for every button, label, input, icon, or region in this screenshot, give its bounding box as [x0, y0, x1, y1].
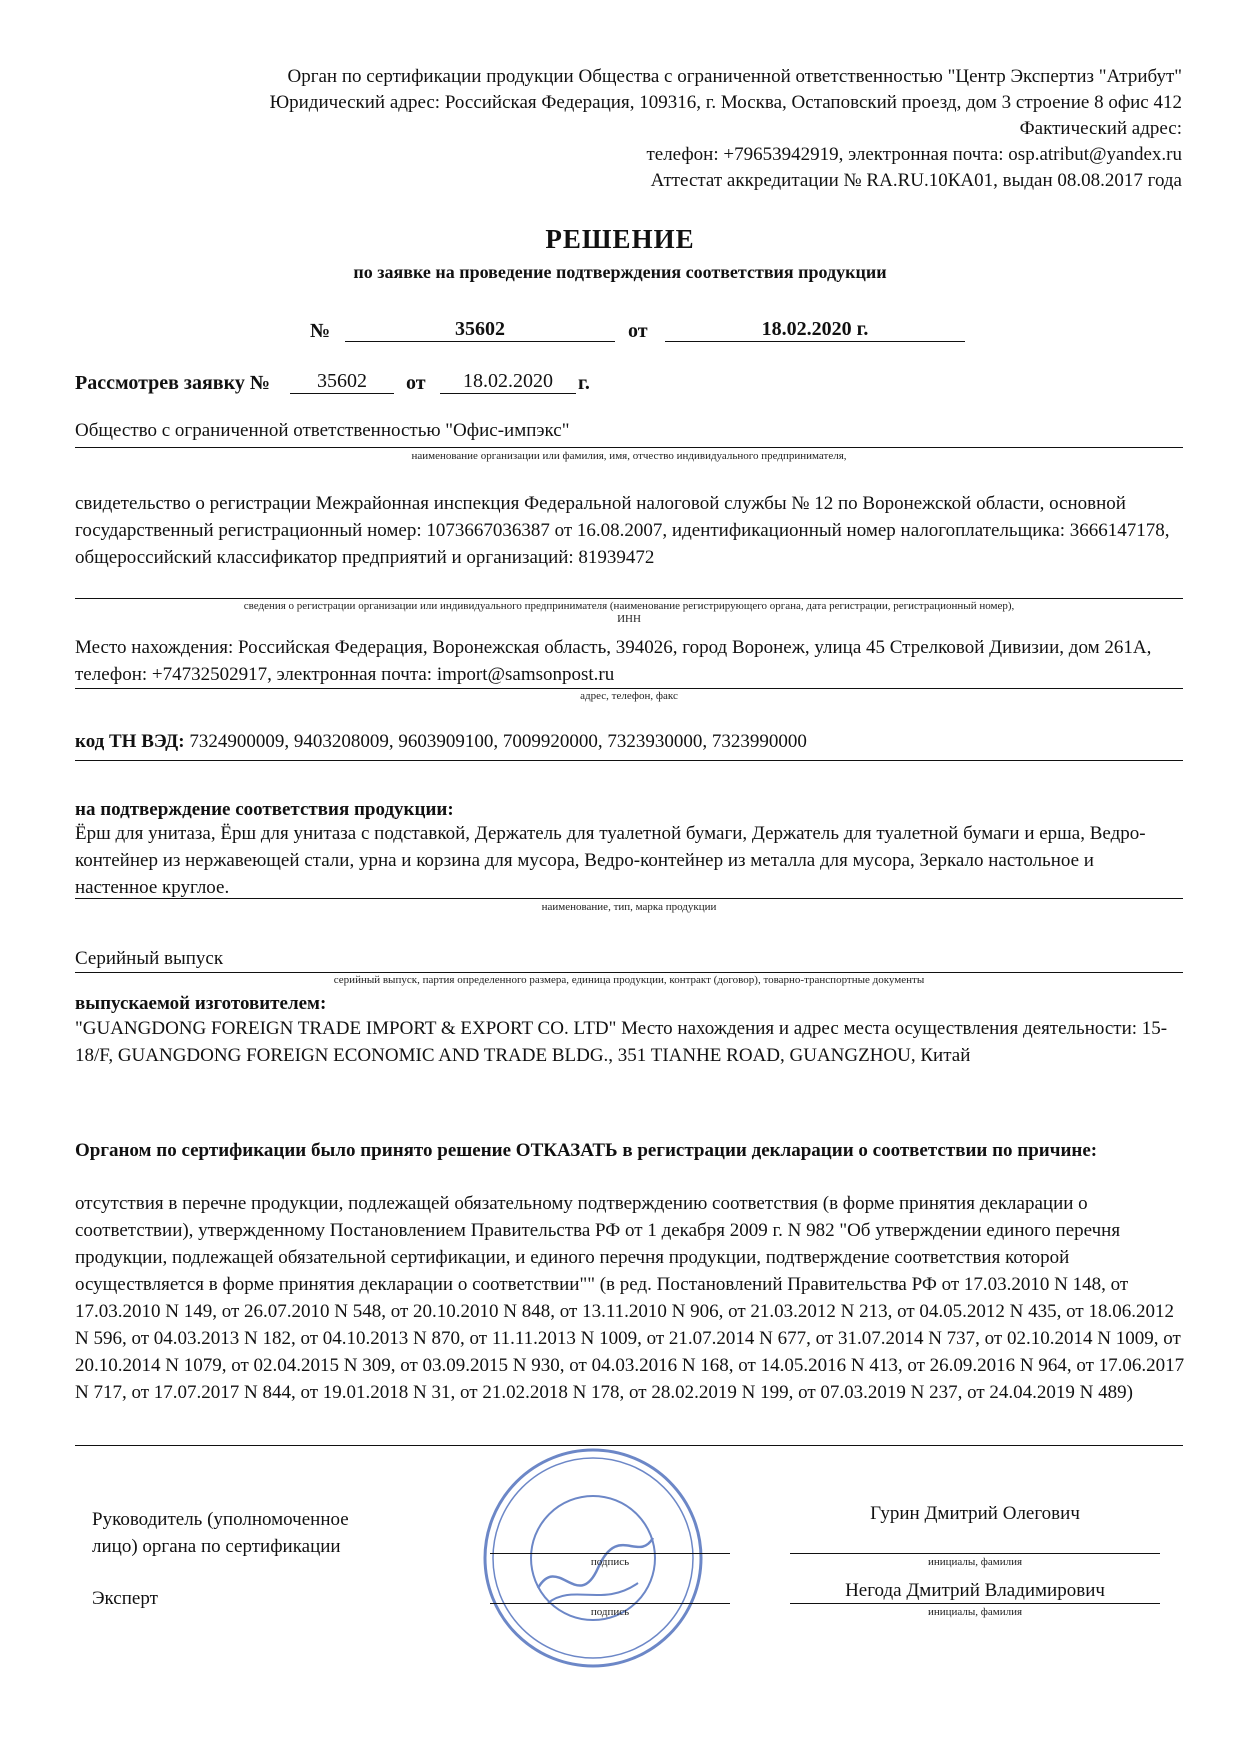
expert-initials-caption: инициалы, фамилия: [927, 1606, 1023, 1618]
head-name: Гурин Дмитрий Олегович: [870, 1503, 1080, 1524]
number-label: №: [310, 320, 331, 342]
date-underline: [665, 341, 965, 342]
location-underline: [75, 688, 1183, 689]
tnved-underline: [75, 760, 1183, 761]
expert-name-line: [790, 1603, 1160, 1604]
tnved-codes: 7324900009, 9403208009, 9603909100, 7009920000, 7323930000, 7323990000: [189, 731, 807, 752]
application-date-underline: [440, 393, 576, 394]
decision-number: 35602: [455, 318, 505, 340]
manufacturer-heading: выпускаемой изготовителем:: [75, 993, 327, 1014]
application-date-suffix: г.: [578, 372, 590, 394]
from-label: от: [628, 320, 648, 342]
tnved-label: код ТН ВЭД:: [75, 731, 185, 752]
tnved-line: [75, 728, 807, 755]
expert-signature-caption: подпись: [590, 1606, 630, 1618]
applicant-underline: [75, 447, 1183, 448]
registration-underline: [75, 598, 1183, 599]
registration-caption: сведения о регистрации организации или индивидуального предпринимателя (наименование регистрирующего органа, дата регистрации, регистрационный номер),: [243, 600, 1015, 612]
expert-label: Эксперт: [92, 1588, 158, 1609]
registration-caption-inn: ИНН: [617, 613, 641, 625]
product-text: Ёрш для унитаза, Ёрш для унитаза с подставкой, Держатель для туалетной бумаги, Держатель для туалетной бумаги и ерша, Ведро-контейнер из нержавеющей стали, урна и корзина для мусора, Ведро-контейнер из металла для мусора, Зеркало настольное и настенное круглое.: [75, 823, 1146, 898]
expert-signature-line: [490, 1603, 730, 1604]
release-underline: [75, 972, 1183, 973]
head-initials-caption: инициалы, фамилия: [927, 1556, 1023, 1568]
product-underline: [75, 898, 1183, 899]
header-legal-address: Юридический адрес: Российская Федерация, 109316, г. Москва, Остаповский проезд, дом 3 строение 8 офис 412: [269, 92, 1182, 113]
header-actual-address-label: Фактический адрес:: [1019, 118, 1182, 139]
release-text: Серийный выпуск: [75, 948, 224, 969]
expert-name: Негода Дмитрий Владимирович: [845, 1580, 1105, 1601]
application-label: Рассмотрев заявку №: [75, 372, 270, 394]
number-underline: [345, 341, 615, 342]
decision-heading: Органом по сертификации было принято решение ОТКАЗАТЬ в регистрации декларации о соответствии по причине:: [75, 1140, 1098, 1161]
head-label-line2: лицо) органа по сертификации: [92, 1536, 341, 1557]
head-name-line: [790, 1553, 1160, 1554]
application-number-underline: [290, 393, 394, 394]
applicant-name: Общество с ограниченной ответственностью "Офис-импэкс": [75, 420, 570, 441]
decision-date: 18.02.2020 г.: [761, 318, 869, 340]
head-signature-line: [490, 1553, 730, 1554]
registration-text: свидетельство о регистрации Межрайонная инспекция Федеральной налоговой службы № 12 по Воронежской области, основной государственный регистрационный номер: 1073667036387 от 16.08.2007, идентификационный номер налогоплательщика: 3666147178, общероссийский классификатор предприятий и организаций: 81939472: [75, 493, 1170, 568]
application-from-label: от: [406, 372, 426, 394]
decision-reason-text: отсутствия в перечне продукции, подлежащей обязательному подтверждению соответствия (в форме принятия декларации о соответствии), утвержденному Постановлением Правительства РФ от 1 декабря 2009 г. N 982 "Об утверждении единого перечня продукции, подлежащей обязательной сертификации, и единого перечня продукции, подтверждение соответствия которой осуществляется в форме принятия декларации о соответствии"" (в ред. Постановлений Правительства РФ от 17.03.2010 N 148, от 17.03.2010 N 149, от 26.07.2010 N 548, от 20.10.2010 N 848, от 13.11.2010 N 906, от 21.03.2012 N 213, от 04.05.2012 N 435, от 18.06.2012 N 596, от 04.03.2013 N 182, от 04.10.2013 N 870, от 11.11.2013 N 1009, от 21.07.2014 N 677, от 31.07.2014 N 737, от 02.10.2014 N 1009, от 20.10.2014 N 1079, от 02.04.2015 N 309, от 03.09.2015 N 930, от 04.03.2016 N 168, от 14.05.2016 N 413, от 26.09.2016 N 964, от 17.06.2017 N 717, от 17.07.2017 N 844, от 19.01.2018 N 31, от 21.02.2018 N 178, от 28.02.2019 N 199, от 07.03.2019 N 237, от 24.04.2019 N 489): [75, 1193, 1185, 1403]
document-title: РЕШЕНИЕ: [545, 224, 695, 254]
header-contacts: телефон: +79653942919, электронная почта: osp.atribut@yandex.ru: [646, 144, 1182, 165]
applicant-caption: наименование организации или фамилия, имя, отчество индивидуального предпринимателя,: [411, 450, 847, 462]
release-caption: серийный выпуск, партия определенного размера, единица продукции, контракт (договор), товарно-транспортные документы: [333, 974, 925, 986]
product-heading: на подтверждение соответствия продукции:: [75, 799, 454, 820]
application-number: 35602: [317, 370, 367, 392]
application-date: 18.02.2020: [463, 370, 553, 392]
head-label-line1: Руководитель (уполномоченное: [92, 1509, 349, 1530]
manufacturer-text: "GUANGDONG FOREIGN TRADE IMPORT & EXPORT CO. LTD" Место нахождения и адрес места осуществления деятельности: 15-18/F, GUANGDONG FOREIGN ECONOMIC AND TRADE BLDG., 351 TIANHE ROAD, GUANGZHOU, Китай: [75, 1018, 1168, 1066]
header-accreditation: Аттестат аккредитации № RA.RU.10КА01, выдан 08.08.2017 года: [650, 170, 1182, 191]
location-text: Место нахождения: Российская Федерация, Воронежская область, 394026, город Воронеж, улица 45 Стрелковой Дивизии, дом 261А, телефон: +74732502917, электронная почта: import@samsonpost.ru: [75, 637, 1152, 685]
product-caption: наименование, тип, марка продукции: [541, 901, 717, 913]
head-signature-caption: подпись: [590, 1556, 630, 1568]
header-org-line: Орган по сертификации продукции Общества с ограниченной ответственностью "Центр Экспертиз "Атрибут": [287, 66, 1182, 87]
document-subtitle: по заявке на проведение подтверждения соответствия продукции: [353, 262, 887, 282]
location-caption: адрес, телефон, факс: [580, 690, 678, 702]
